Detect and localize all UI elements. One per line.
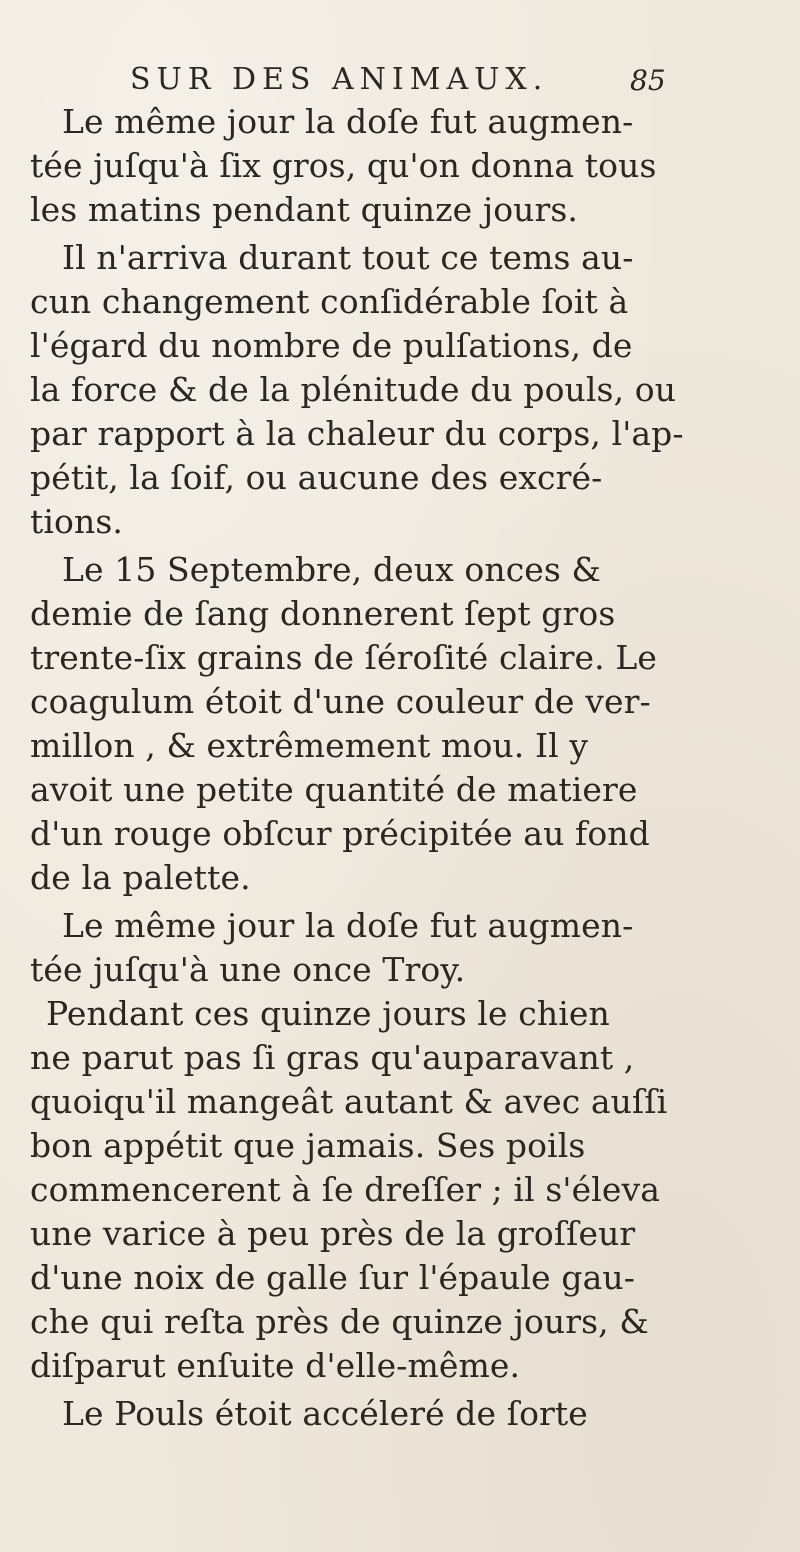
text-line: cun changement conſidérable ſoit à (30, 282, 629, 321)
text-line: pétit, la ſoif, ou aucune des excré- (30, 458, 603, 497)
running-title: SUR DES ANIMAUX. (130, 62, 549, 97)
text-line: la force & de la plénitude du pouls, ou (30, 370, 677, 409)
text-line: che qui reſta près de quinze jours, & (30, 1302, 649, 1341)
page-number: 85 (630, 64, 666, 97)
text-line: une varice à peu près de la groſſeur (30, 1214, 636, 1253)
text-line: d'un rouge obſcur précipitée au fond (30, 814, 650, 853)
text-line: ne parut pas ſi gras qu'auparavant , (30, 1038, 635, 1077)
text-line: Pendant ces quinze jours le chien (46, 994, 610, 1033)
text-line: bon appétit que jamais. Ses poils (30, 1126, 586, 1165)
page-header (130, 62, 666, 102)
text-line: commencerent à ſe dreſſer ; il s'éleva (30, 1170, 661, 1209)
text-line: l'égard du nombre de pulſations, de (30, 326, 633, 365)
text-line: Le 15 Septembre, deux onces & (62, 550, 602, 589)
text-line: coagulum étoit d'une couleur de ver- (30, 682, 651, 721)
text-line: Le Pouls étoit accéleré de ſorte (62, 1394, 588, 1433)
text-line: d'une noix de galle ſur l'épaule gau- (30, 1258, 635, 1297)
text-line: diſparut enſuite d'elle-même. (30, 1346, 521, 1385)
text-line: Il n'arriva durant tout ce tems au- (62, 238, 634, 277)
text-line: quoiqu'il mangeât autant & avec auſſi (30, 1082, 668, 1121)
text-line: tée juſqu'à une once Troy. (30, 950, 466, 989)
text-line: Le même jour la doſe fut augmen- (62, 102, 634, 141)
text-line: par rapport à la chaleur du corps, l'ap- (30, 414, 684, 453)
text-line: les matins pendant quinze jours. (30, 190, 579, 229)
text-line: millon , & extrêmement mou. Il y (30, 726, 589, 765)
text-line: tions. (30, 502, 123, 541)
text-line: avoit une petite quantité de matiere (30, 770, 638, 809)
text-line: Le même jour la doſe fut augmen- (62, 906, 634, 945)
text-line: demie de ſang donnerent ſept gros (30, 594, 616, 633)
text-line: trente-ſix grains de ſéroſité claire. Le (30, 638, 658, 677)
text-line: de la palette. (30, 858, 251, 897)
text-line: tée juſqu'à ſix gros, qu'on donna tous (30, 146, 657, 185)
